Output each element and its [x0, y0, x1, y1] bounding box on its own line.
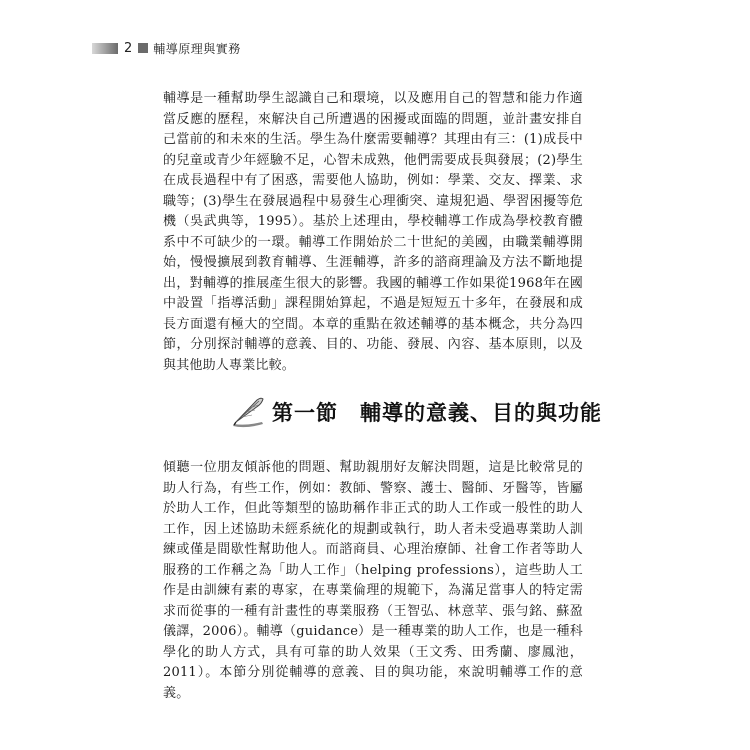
- section-paragraph: 傾聽一位朋友傾訴他的問題、幫助親朋好友解決問題，這是比較常見的助人行為，有些工作，例如：教師、警察、護士、醫師、牙醫等，皆屬於助人工作，但此等類型的協助稱作非正式的助人工作或一般性的助人工作，因上述協助未經系統化的規劃或執行，助人者未受過專業助人訓練或僅是間歇性幫助他人。而諮商員、心理治療師、社會工作者等助人服務的工作稱之為「助人工作」（helping professions），這些助人工作是由訓練有素的專家，在專業倫理的規範下，為滿足當事人的特定需求而從事的一種有計畫性的專業服務（王智弘、林意苹、張勻銘、蘇盈儀譯，2006）。輔導（guidance）是一種專業的助人工作，也是一種科學化的助人方式，具有可靠的助人效果（王文秀、田秀蘭、廖鳳池，2011）。本節分別從輔導的意義、目的與功能，來說明輔導工作的意義。: [163, 460, 583, 701]
- header-gradient-bar: [92, 43, 118, 54]
- intro-paragraph: 輔導是一種幫助學生認識自己和環境，以及應用自己的智慧和能力作適當反應的歷程，來解決自己所遭遇的困擾或面臨的問題，並計畫安排自己當前的和未來的生活。學生為什麼需要輔導？其理由有三：(1)成長中的兒童或青少年經驗不足，心智未成熟，他們需要成長與發展；(2)學生在成長過程中有了困惑，需要他人協助，例如：學業、交友、擇業、求職等；(3)學生在發展過程中易發生心理衝突、違規犯過、學習困擾等危機（吳武典等，1995）。基於上述理由，學校輔導工作成為學校教育體系中不可缺少的一環。輔導工作開始於二十世紀的美國，由職業輔導開始，慢慢擴展到教育輔導、生涯輔導，許多的諮商理論及方法不斷地提出，對輔導的推展產生很大的影響。我國的輔導工作如果從1968年在國中設置「指導活動」課程開始算起，不過是短短五十多年，在發展和成長方面還有極大的空間。本章的重點在敘述輔導的基本概念，共分為四節，分別探討輔導的意義、目的、功能、發展、內容、基本原則，以及與其他助人專業比較。: [163, 91, 583, 373]
- section-title: 第一節 輔導的意義、目的與功能: [272, 400, 602, 425]
- header-square-marker: [138, 43, 148, 53]
- book-title: 輔導原理與實務: [153, 41, 241, 56]
- quill-pen-icon: [228, 395, 268, 429]
- running-header: [92, 38, 241, 58]
- page-number: 2: [124, 40, 133, 56]
- section-heading: [228, 395, 602, 429]
